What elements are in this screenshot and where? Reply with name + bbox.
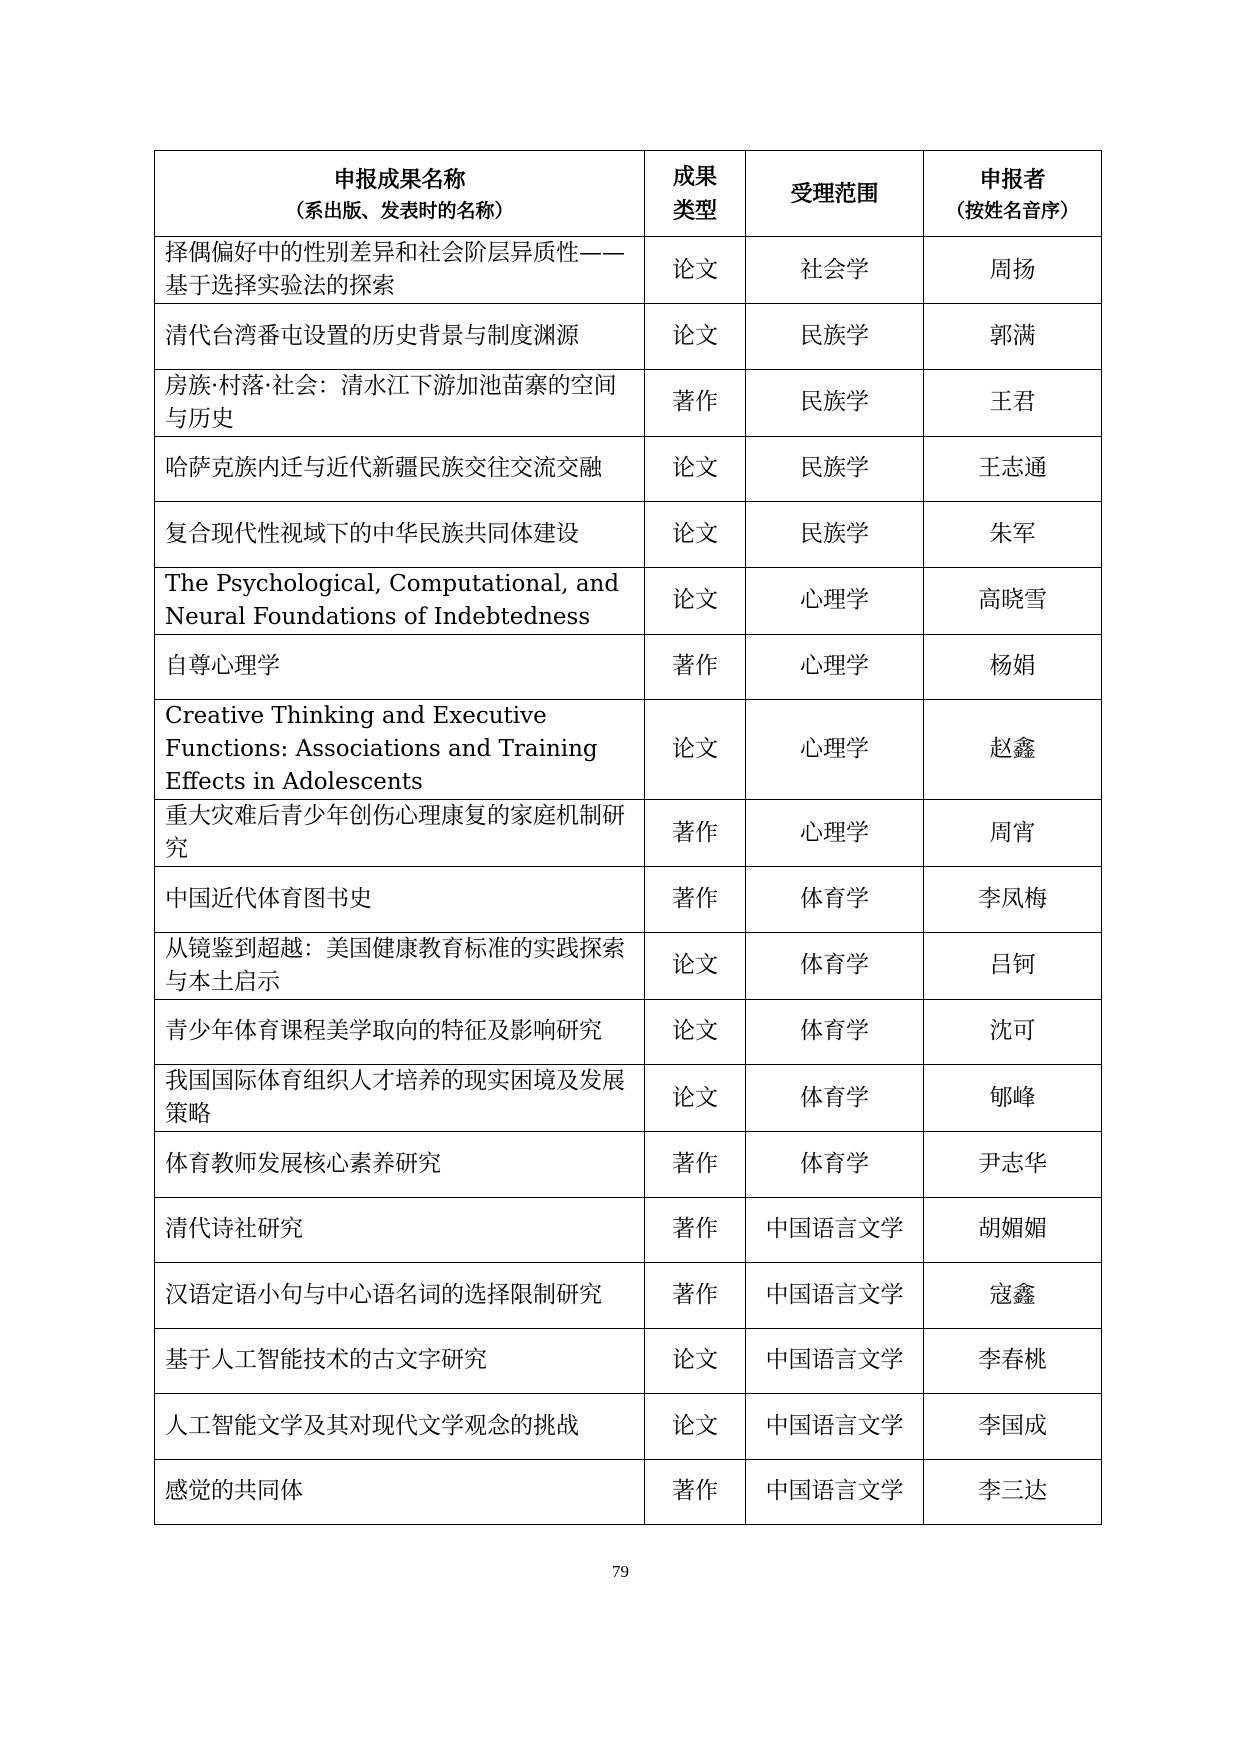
table-row <box>155 932 1102 999</box>
cell-title: 感觉的共同体 <box>155 1459 645 1525</box>
cell-scope: 民族学 <box>746 502 924 568</box>
cell-type: 论文 <box>645 436 746 502</box>
cell-author: 寇鑫 <box>924 1263 1102 1329</box>
cell-type: 著作 <box>645 1132 746 1198</box>
cell-title: 我国国际体育组织人才培养的现实困境及发展策略 <box>155 1065 645 1132</box>
header-type <box>645 151 746 237</box>
cell-author: 李凤梅 <box>924 867 1102 933</box>
table-row <box>155 867 1102 933</box>
cell-type: 论文 <box>645 567 746 634</box>
cell-title: 房族·村落·社会：清水江下游加池苗寨的空间与历史 <box>155 369 645 436</box>
table-row <box>155 1065 1102 1132</box>
cell-type: 论文 <box>645 999 746 1065</box>
table-row <box>155 634 1102 700</box>
cell-author: 吕钶 <box>924 932 1102 999</box>
cell-title: 体育教师发展核心素养研究 <box>155 1132 645 1198</box>
cell-scope: 体育学 <box>746 932 924 999</box>
cell-title: 中国近代体育图书史 <box>155 867 645 933</box>
header-title-sub: （系出版、发表时的名称） <box>285 199 514 222</box>
cell-type: 论文 <box>645 932 746 999</box>
table-row <box>155 1394 1102 1460</box>
cell-type: 论文 <box>645 304 746 370</box>
cell-author: 王志通 <box>924 436 1102 502</box>
table-row <box>155 304 1102 370</box>
cell-author: 王君 <box>924 369 1102 436</box>
cell-scope: 中国语言文学 <box>746 1328 924 1394</box>
cell-scope: 民族学 <box>746 369 924 436</box>
cell-scope: 心理学 <box>746 567 924 634</box>
cell-title: 人工智能文学及其对现代文学观念的挑战 <box>155 1394 645 1460</box>
table-header <box>155 151 1102 237</box>
cell-author: 周宵 <box>924 800 1102 867</box>
cell-type: 论文 <box>645 700 746 800</box>
table-row <box>155 700 1102 800</box>
cell-title: 汉语定语小句与中心语名词的选择限制研究 <box>155 1263 645 1329</box>
cell-title: 基于人工智能技术的古文字研究 <box>155 1328 645 1394</box>
cell-title: 复合现代性视域下的中华民族共同体建设 <box>155 502 645 568</box>
table-row <box>155 502 1102 568</box>
cell-type: 著作 <box>645 800 746 867</box>
cell-scope: 中国语言文学 <box>746 1459 924 1525</box>
cell-type: 著作 <box>645 1197 746 1263</box>
cell-author: 胡媚媚 <box>924 1197 1102 1263</box>
cell-title: 重大灾难后青少年创伤心理康复的家庭机制研究 <box>155 800 645 867</box>
cell-title: Creative Thinking and Executive Functions: Associations and Training Effects in Adolescents <box>155 700 645 800</box>
table-row <box>155 999 1102 1065</box>
cell-author: 尹志华 <box>924 1132 1102 1198</box>
cell-title: 青少年体育课程美学取向的特征及影响研究 <box>155 999 645 1065</box>
cell-title: 自尊心理学 <box>155 634 645 700</box>
table-row <box>155 1328 1102 1394</box>
cell-scope: 中国语言文学 <box>746 1197 924 1263</box>
cell-type: 论文 <box>645 502 746 568</box>
cell-scope: 体育学 <box>746 1065 924 1132</box>
cell-scope: 体育学 <box>746 1132 924 1198</box>
cell-title: 从镜鉴到超越：美国健康教育标准的实践探索与本土启示 <box>155 932 645 999</box>
cell-scope: 心理学 <box>746 700 924 800</box>
cell-type: 论文 <box>645 1328 746 1394</box>
cell-author: 李国成 <box>924 1394 1102 1460</box>
table-row <box>155 567 1102 634</box>
header-title <box>155 151 645 237</box>
header-type-line1: 成果 <box>672 163 717 190</box>
cell-author: 郭满 <box>924 304 1102 370</box>
cell-title: 择偶偏好中的性别差异和社会阶层异质性——基于选择实验法的探索 <box>155 237 645 304</box>
table-row <box>155 369 1102 436</box>
cell-title: 清代诗社研究 <box>155 1197 645 1263</box>
cell-title: The Psychological, Computational, and Neural Foundations of Indebtedness <box>155 567 645 634</box>
cell-type: 论文 <box>645 237 746 304</box>
page-number: 79 <box>612 1562 629 1581</box>
table-row <box>155 1459 1102 1525</box>
cell-author: 郇峰 <box>924 1065 1102 1132</box>
table-row <box>155 800 1102 867</box>
table-row <box>155 237 1102 304</box>
table-row <box>155 436 1102 502</box>
cell-type: 著作 <box>645 1263 746 1329</box>
cell-type: 论文 <box>645 1065 746 1132</box>
cell-author: 高晓雪 <box>924 567 1102 634</box>
cell-title: 哈萨克族内迁与近代新疆民族交往交流交融 <box>155 436 645 502</box>
header-author-main: 申报者 <box>979 166 1046 193</box>
cell-title: 清代台湾番屯设置的历史背景与制度渊源 <box>155 304 645 370</box>
cell-scope: 中国语言文学 <box>746 1394 924 1460</box>
results-table <box>154 150 1102 1525</box>
cell-scope: 心理学 <box>746 634 924 700</box>
cell-type: 著作 <box>645 1459 746 1525</box>
table-row <box>155 1132 1102 1198</box>
cell-scope: 社会学 <box>746 237 924 304</box>
header-author <box>924 151 1102 237</box>
cell-type: 论文 <box>645 1394 746 1460</box>
cell-type: 著作 <box>645 369 746 436</box>
cell-scope: 民族学 <box>746 304 924 370</box>
table-row <box>155 1263 1102 1329</box>
cell-scope: 体育学 <box>746 999 924 1065</box>
header-title-main: 申报成果名称 <box>333 166 466 193</box>
cell-author: 周扬 <box>924 237 1102 304</box>
cell-scope: 心理学 <box>746 800 924 867</box>
cell-author: 杨娟 <box>924 634 1102 700</box>
header-scope-label: 受理范围 <box>790 180 879 207</box>
cell-author: 朱军 <box>924 502 1102 568</box>
header-scope <box>746 151 924 237</box>
cell-scope: 中国语言文学 <box>746 1263 924 1329</box>
cell-scope: 民族学 <box>746 436 924 502</box>
cell-author: 李三达 <box>924 1459 1102 1525</box>
header-author-sub: （按姓名音序） <box>945 199 1079 222</box>
header-type-line2: 类型 <box>672 197 717 224</box>
table-row <box>155 1197 1102 1263</box>
header-row <box>155 151 1102 237</box>
cell-scope: 体育学 <box>746 867 924 933</box>
cell-author: 赵鑫 <box>924 700 1102 800</box>
cell-author: 沈可 <box>924 999 1102 1065</box>
cell-type: 著作 <box>645 867 746 933</box>
cell-type: 著作 <box>645 634 746 700</box>
table-body <box>155 237 1102 1525</box>
cell-author: 李春桃 <box>924 1328 1102 1394</box>
